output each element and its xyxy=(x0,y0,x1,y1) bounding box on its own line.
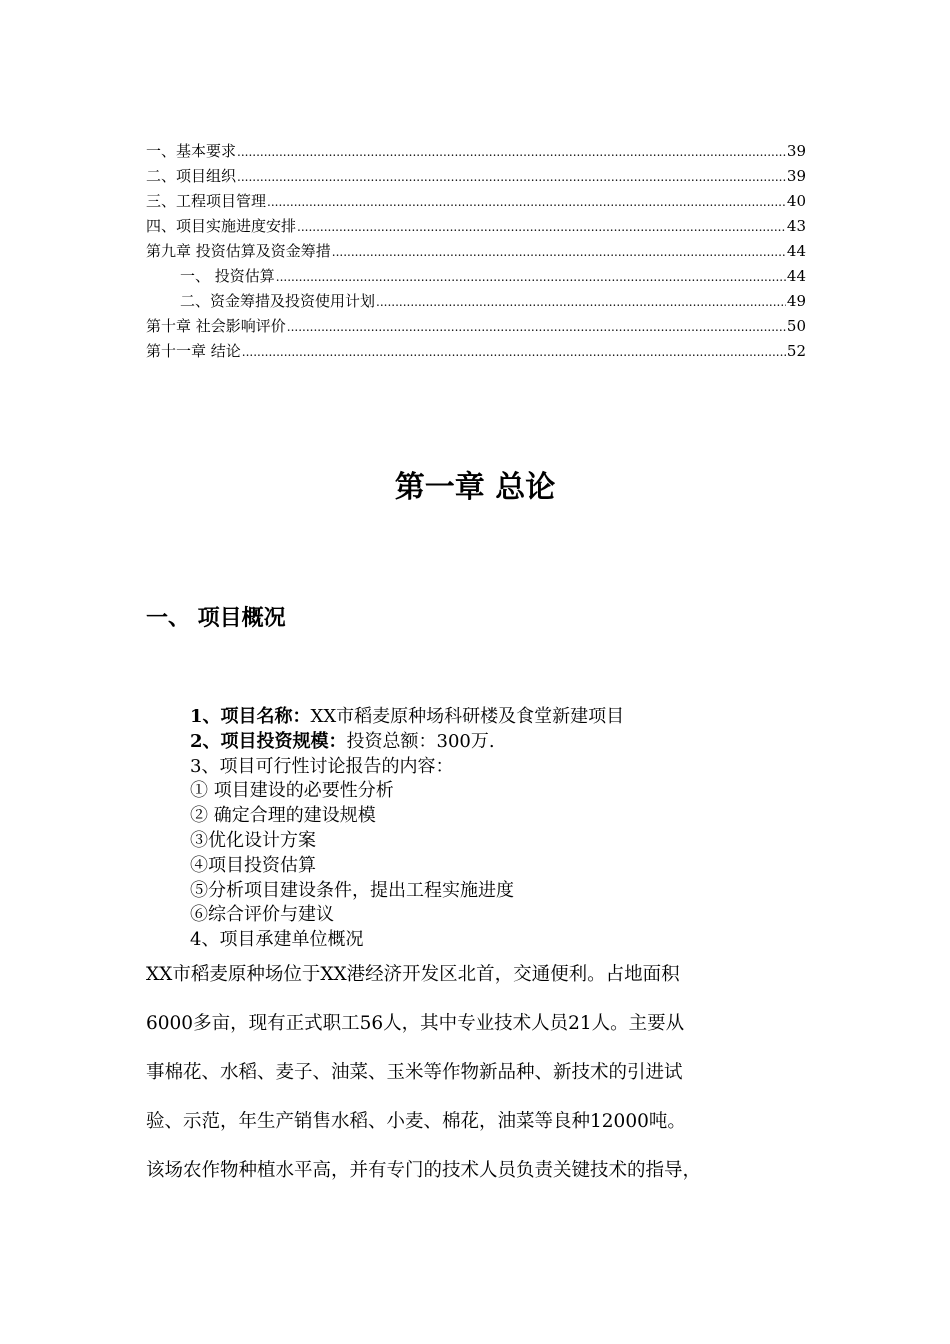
toc-entry-title: 二、项目组织 xyxy=(146,167,237,185)
toc-leader-dots xyxy=(267,190,786,215)
paragraph-line: 验、示范，年生产销售水稻、小麦、棉花，油菜等良种12000吨。 xyxy=(146,1111,686,1132)
toc-entry-title: 第九章 投资估算及资金筹措 xyxy=(146,242,331,260)
toc-entry[interactable] xyxy=(146,164,806,189)
project-investment-item xyxy=(190,730,624,755)
chapter-title: 第一章 总论 xyxy=(394,470,556,505)
project-investment-label: 2、项目投资规模： xyxy=(190,730,347,752)
toc-entry[interactable] xyxy=(146,339,806,364)
toc-entry-title: 第十一章 结论 xyxy=(146,342,241,360)
toc-entry-title: 一、基本要求 xyxy=(146,142,237,160)
toc-entry[interactable] xyxy=(146,239,806,264)
toc-leader-dots xyxy=(332,240,786,265)
project-name-label: 1、项目名称： xyxy=(190,706,311,727)
toc-leader-dots xyxy=(242,340,786,365)
project-investment-value: 投资总额：300万. xyxy=(346,730,495,752)
table-of-contents xyxy=(146,139,806,364)
toc-entry[interactable] xyxy=(146,189,806,214)
toc-entry-page: 49 xyxy=(786,292,806,310)
toc-entry-page: 44 xyxy=(786,267,806,285)
toc-entry[interactable] xyxy=(146,214,806,239)
toc-entry[interactable] xyxy=(146,139,806,164)
toc-leader-dots xyxy=(376,290,786,315)
paragraph-line: 事棉花、水稻、麦子、油菜、玉米等作物新品种、新技术的引进试 xyxy=(146,1062,683,1083)
toc-entry-title: 二、资金筹措及投资使用计划 xyxy=(180,292,376,310)
toc-leader-dots xyxy=(287,315,786,340)
paragraph-line: 6000多亩，现有正式职工56人，其中专业技术人员21人。主要从 xyxy=(146,1013,685,1034)
toc-entry-page: 39 xyxy=(786,142,806,160)
toc-entry-title: 一、 投资估算 xyxy=(180,267,275,285)
report-contents-heading: 3、项目可行性讨论报告的内容： xyxy=(190,755,454,777)
project-name-item xyxy=(190,705,624,730)
toc-entry-page: 40 xyxy=(786,192,806,210)
toc-leader-dots xyxy=(237,165,786,190)
report-content-item: ⑤分析项目建设条件，提出工程实施进度 xyxy=(190,879,514,901)
toc-entry[interactable] xyxy=(146,314,806,339)
toc-leader-dots xyxy=(276,265,786,290)
toc-entry-page: 50 xyxy=(786,317,806,335)
report-content-item: ② 确定合理的建设规模 xyxy=(190,805,376,827)
toc-entry-page: 39 xyxy=(786,167,806,185)
toc-leader-dots xyxy=(237,140,786,165)
report-content-item: ③优化设计方案 xyxy=(190,829,316,851)
project-name-value: XX市稻麦原种场科研楼及食堂新建项目 xyxy=(310,706,625,727)
paragraph-line: 该场农作物种植水平高，并有专门的技术人员负责关键技术的指导， xyxy=(146,1160,702,1181)
toc-entry-page: 44 xyxy=(786,242,806,260)
report-content-item: ① 项目建设的必要性分析 xyxy=(190,780,394,802)
unit-overview-heading: 4、项目承建单位概况 xyxy=(190,929,364,951)
toc-entry[interactable] xyxy=(146,289,806,314)
toc-entry-page: 52 xyxy=(786,342,806,360)
section-title: 一、 项目概况 xyxy=(146,605,286,631)
toc-entry[interactable] xyxy=(146,264,806,289)
project-overview-list xyxy=(190,705,624,953)
report-content-item: ⑥综合评价与建议 xyxy=(190,904,334,926)
toc-entry-title: 第十章 社会影响评价 xyxy=(146,317,286,335)
toc-entry-title: 三、工程项目管理 xyxy=(146,192,267,210)
paragraph-line: XX市稻麦原种场位于XX港经济开发区北首，交通便利。占地面积 xyxy=(146,964,680,985)
unit-overview-paragraph xyxy=(146,950,811,1195)
toc-entry-page: 43 xyxy=(786,217,806,235)
toc-leader-dots xyxy=(297,215,786,240)
toc-entry-title: 四、项目实施进度安排 xyxy=(146,217,297,235)
report-content-item: ④项目投资估算 xyxy=(190,854,316,876)
